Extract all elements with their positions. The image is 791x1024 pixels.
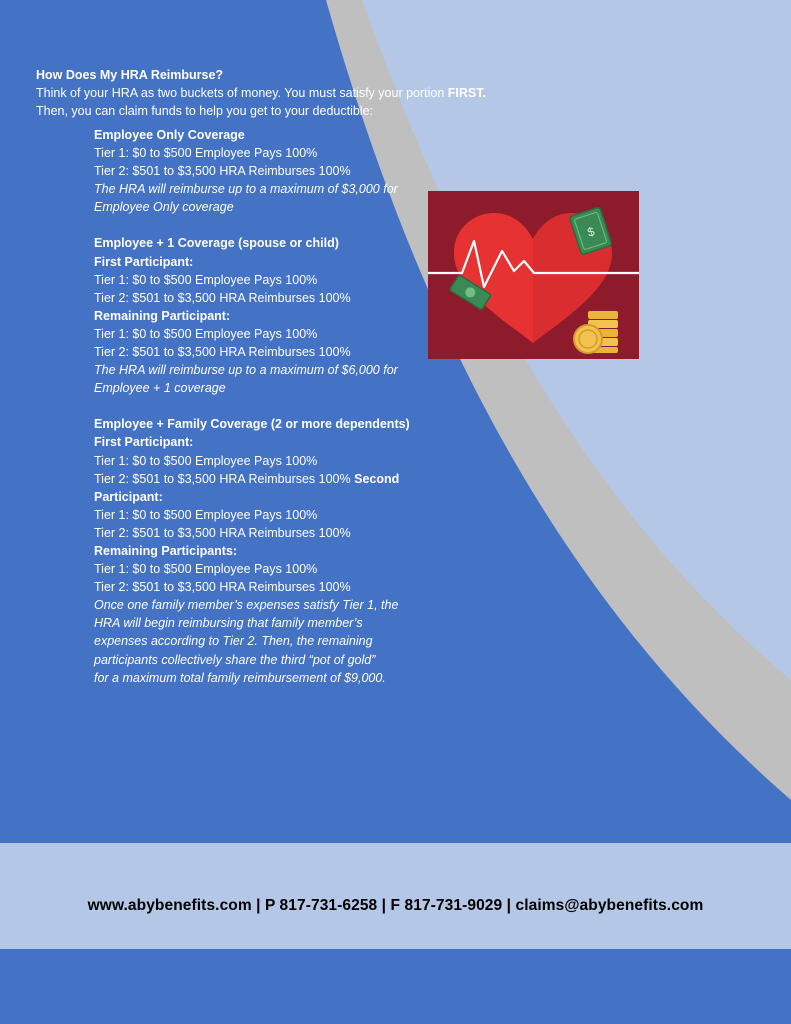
employee-only-tier1: Tier 1: $0 to $500 Employee Pays 100% [94, 146, 318, 161]
employee-family-remaining-tier1: Tier 1: $0 to $500 Employee Pays 100% [94, 562, 318, 577]
employee-family-note-line-5: for a maximum total family reimbursement of $9,000. [94, 670, 386, 685]
money-bill-symbol: $ [585, 224, 597, 240]
intro-block [36, 66, 556, 120]
employee-family-note-line-4: participants collectively share the third “pot of gold” [94, 652, 376, 667]
employee-plus-one-remaining-label: Remaining Participant: [94, 308, 231, 323]
footer-contact: www.abybenefits.com | P 817-731-6258 | F 817-731-9029 | claims@abybenefits.com [87, 897, 704, 914]
intro-line-1 [36, 84, 556, 102]
intro-heading: How Does My HRA Reimburse? [36, 68, 224, 82]
employee-family-remaining-label: Remaining Participants: [94, 543, 238, 558]
employee-family-first-tier2-row [94, 470, 424, 488]
employee-family-second-tier1: Tier 1: $0 to $500 Employee Pays 100% [94, 507, 318, 522]
employee-plus-one-first-tier1: Tier 1: $0 to $500 Employee Pays 100% [94, 272, 318, 287]
employee-family-note-line-2: HRA will begin reimbursing that family member’s [94, 616, 363, 631]
employee-family-note-line-3: expenses according to Tier 2. Then, the remaining [94, 634, 373, 649]
employee-family-second-tier2: Tier 2: $501 to $3,500 HRA Reimburses 100% [94, 525, 351, 540]
employee-only-title: Employee Only Coverage [94, 128, 245, 142]
employee-only-note-line-2: Employee Only coverage [94, 200, 234, 215]
employee-family-second-label-start: Second [354, 471, 400, 486]
employee-plus-one-note-line-2: Employee + 1 coverage [94, 381, 226, 396]
heart-money-illustration [428, 191, 639, 359]
employee-plus-one-section [94, 234, 424, 397]
employee-family-second-label-end: Participant: [94, 489, 163, 504]
employee-family-first-tier2: Tier 2: $501 to $3,500 HRA Reimburses 100% [94, 471, 355, 486]
coverage-list [94, 126, 424, 705]
footer-band [0, 843, 791, 949]
bottom-band [0, 949, 791, 1024]
employee-only-tier2: Tier 2: $501 to $3,500 HRA Reimburses 100% [94, 164, 351, 179]
employee-plus-one-remaining-tier2: Tier 2: $501 to $3,500 HRA Reimburses 100% [94, 345, 351, 360]
employee-family-first-label: First Participant: [94, 435, 194, 450]
employee-family-first-tier1: Tier 1: $0 to $500 Employee Pays 100% [94, 453, 318, 468]
employee-plus-one-first-tier2: Tier 2: $501 to $3,500 HRA Reimburses 100% [94, 290, 351, 305]
intro-line-2: Then, you can claim funds to help you get to your deductible: [36, 104, 374, 118]
intro-line-1-text: Think of your HRA as two buckets of money. You must satisfy your portion [36, 86, 448, 100]
employee-plus-one-remaining-tier1: Tier 1: $0 to $500 Employee Pays 100% [94, 326, 318, 341]
employee-only-note-line-1: The HRA will reimburse up to a maximum of $3,000 for [94, 182, 398, 197]
employee-family-section [94, 415, 424, 686]
employee-only-section [94, 126, 424, 216]
intro-first-emphasis: FIRST. [447, 86, 486, 100]
employee-plus-one-first-label: First Participant: [94, 254, 194, 269]
employee-plus-one-note-line-1: The HRA will reimburse up to a maximum of $6,000 for [94, 363, 398, 378]
employee-family-remaining-tier2: Tier 2: $501 to $3,500 HRA Reimburses 100% [94, 580, 351, 595]
employee-family-note-line-1: Once one family member’s expenses satisfy Tier 1, the [94, 598, 399, 613]
employee-plus-one-title: Employee + 1 Coverage (spouse or child) [94, 236, 339, 251]
employee-family-title: Employee + Family Coverage (2 or more dependents) [94, 417, 410, 432]
